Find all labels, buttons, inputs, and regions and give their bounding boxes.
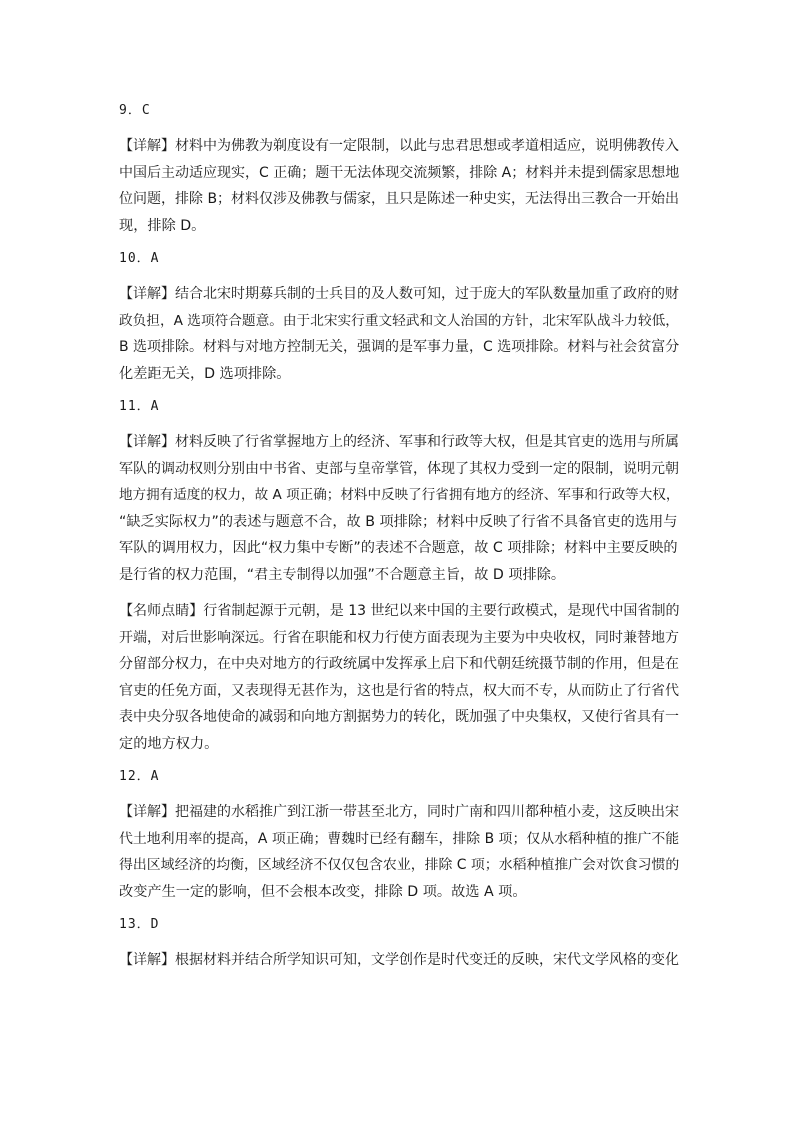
question-answer-number: 9．C	[119, 103, 151, 118]
text-line: 军队的调动权则分别由中书省、吏部与皇帝掌管，体现了其权力受到一定的限制，说明元朝	[119, 460, 679, 477]
explanation-paragraph	[119, 429, 679, 588]
text-line: 【详解】结合北宋时期募兵制的士兵目的及人数可知，过于庞大的军队数量加重了政府的财	[119, 286, 679, 302]
text-line: 代土地利用率的提高，A 项正确；曹魏时已经有翻车，排除 B 项；仅从水稻种植的推广不能	[119, 830, 680, 847]
answer-explanations	[119, 101, 679, 984]
text-line: 得出区域经济的均衡，区域经济不仅仅包含农业，排除 C 项；水稻种植推广会对饮食习惯的	[119, 857, 680, 873]
text-line: 位问题，排除 B；材料仅涉及佛教与儒家，且只是陈述一种史实，无法得出三教合一开始出	[119, 191, 680, 207]
text-line: 【名师点睛】行省制起源于元朝，是 13 世纪以来中国的主要行政模式，是现代中国省制的	[119, 603, 680, 619]
explanation-paragraph	[119, 281, 679, 387]
text-line: 是行省的权力范围，“君主专制得以加强”不合题意主旨，故 D 项排除。	[119, 566, 566, 583]
text-line: 地方拥有适度的权力，故 A 项正确；材料中反映了行省拥有地方的经济、军事和行政等大权，	[119, 487, 680, 503]
text-line: 开端，对后世影响深远。行省在职能和权力行使方面表现为主要为中央收权，同时兼替地方	[119, 629, 679, 646]
text-line: 【详解】材料中为佛教为剃度设有一定限制，以此与忠君思想或孝道相适应，说明佛教传入	[119, 138, 679, 154]
text-line: 化差距无关，D 选项排除。	[119, 365, 291, 382]
text-line: 改变产生一定的影响，但不会根本改变，排除 D 项。故选 A 项。	[119, 883, 527, 900]
text-line: 【详解】把福建的水稻推广到江浙一带甚至北方，同时广南和四川都种植小麦，这反映出宋	[119, 804, 679, 820]
question-answer-number: 13．D	[119, 917, 160, 932]
question-answer-number: 12．A	[119, 769, 160, 784]
text-line: 表中央分驭各地使命的减弱和向地方割据势力的转化，既加强了中央集权，又使行省具有一	[119, 709, 679, 725]
explanation-paragraph	[119, 598, 679, 757]
explanation-paragraph	[119, 133, 679, 239]
text-line: B 选项排除。材料与对地方控制无关，强调的是军事力量，C 选项排除。材料与社会贫富分	[119, 339, 680, 355]
text-line: 定的地方权力。	[119, 735, 219, 752]
question-answer-number: 10．A	[119, 251, 160, 266]
text-line: 【详解】材料反映了行省掌握地方上的经济、军事和行政等大权，但是其官吏的选用与所属	[119, 434, 679, 450]
text-line: 军队的调用权力，因此“权力集中专断”的表述不合题意，故 C 项排除；材料中主要反映的	[119, 540, 678, 556]
text-line: 官吏的任免方面，又表现得无甚作为，这也是行省的特点，权大而不专，从而防止了行省代	[119, 682, 679, 699]
text-line: “缺乏实际权力”的表述与题意不合，故 B 项排除；材料中反映了行省不具备官吏的选用与	[119, 513, 678, 530]
text-line: 分留部分权力，在中央对地方的行政统属中发挥承上启下和代朝廷统摄节制的作用，但是在	[119, 656, 679, 672]
text-line: 中国后主动适应现实，C 正确；题干无法体现交流频繁，排除 A；材料并未提到儒家思想地	[119, 164, 680, 181]
text-line: 政负担，A 选项符合题意。由于北宋实行重文轻武和文人治国的方针，北宋军队战斗力较低，	[119, 312, 679, 329]
text-line: 现，排除 D。	[119, 217, 206, 234]
explanation-paragraph	[119, 799, 679, 905]
text-line: 【详解】根据材料并结合所学知识可知，文学创作是时代变迁的反映，宋代文学风格的变化	[119, 952, 679, 968]
explanation-paragraph	[119, 947, 679, 974]
question-answer-number: 11．A	[119, 399, 160, 414]
